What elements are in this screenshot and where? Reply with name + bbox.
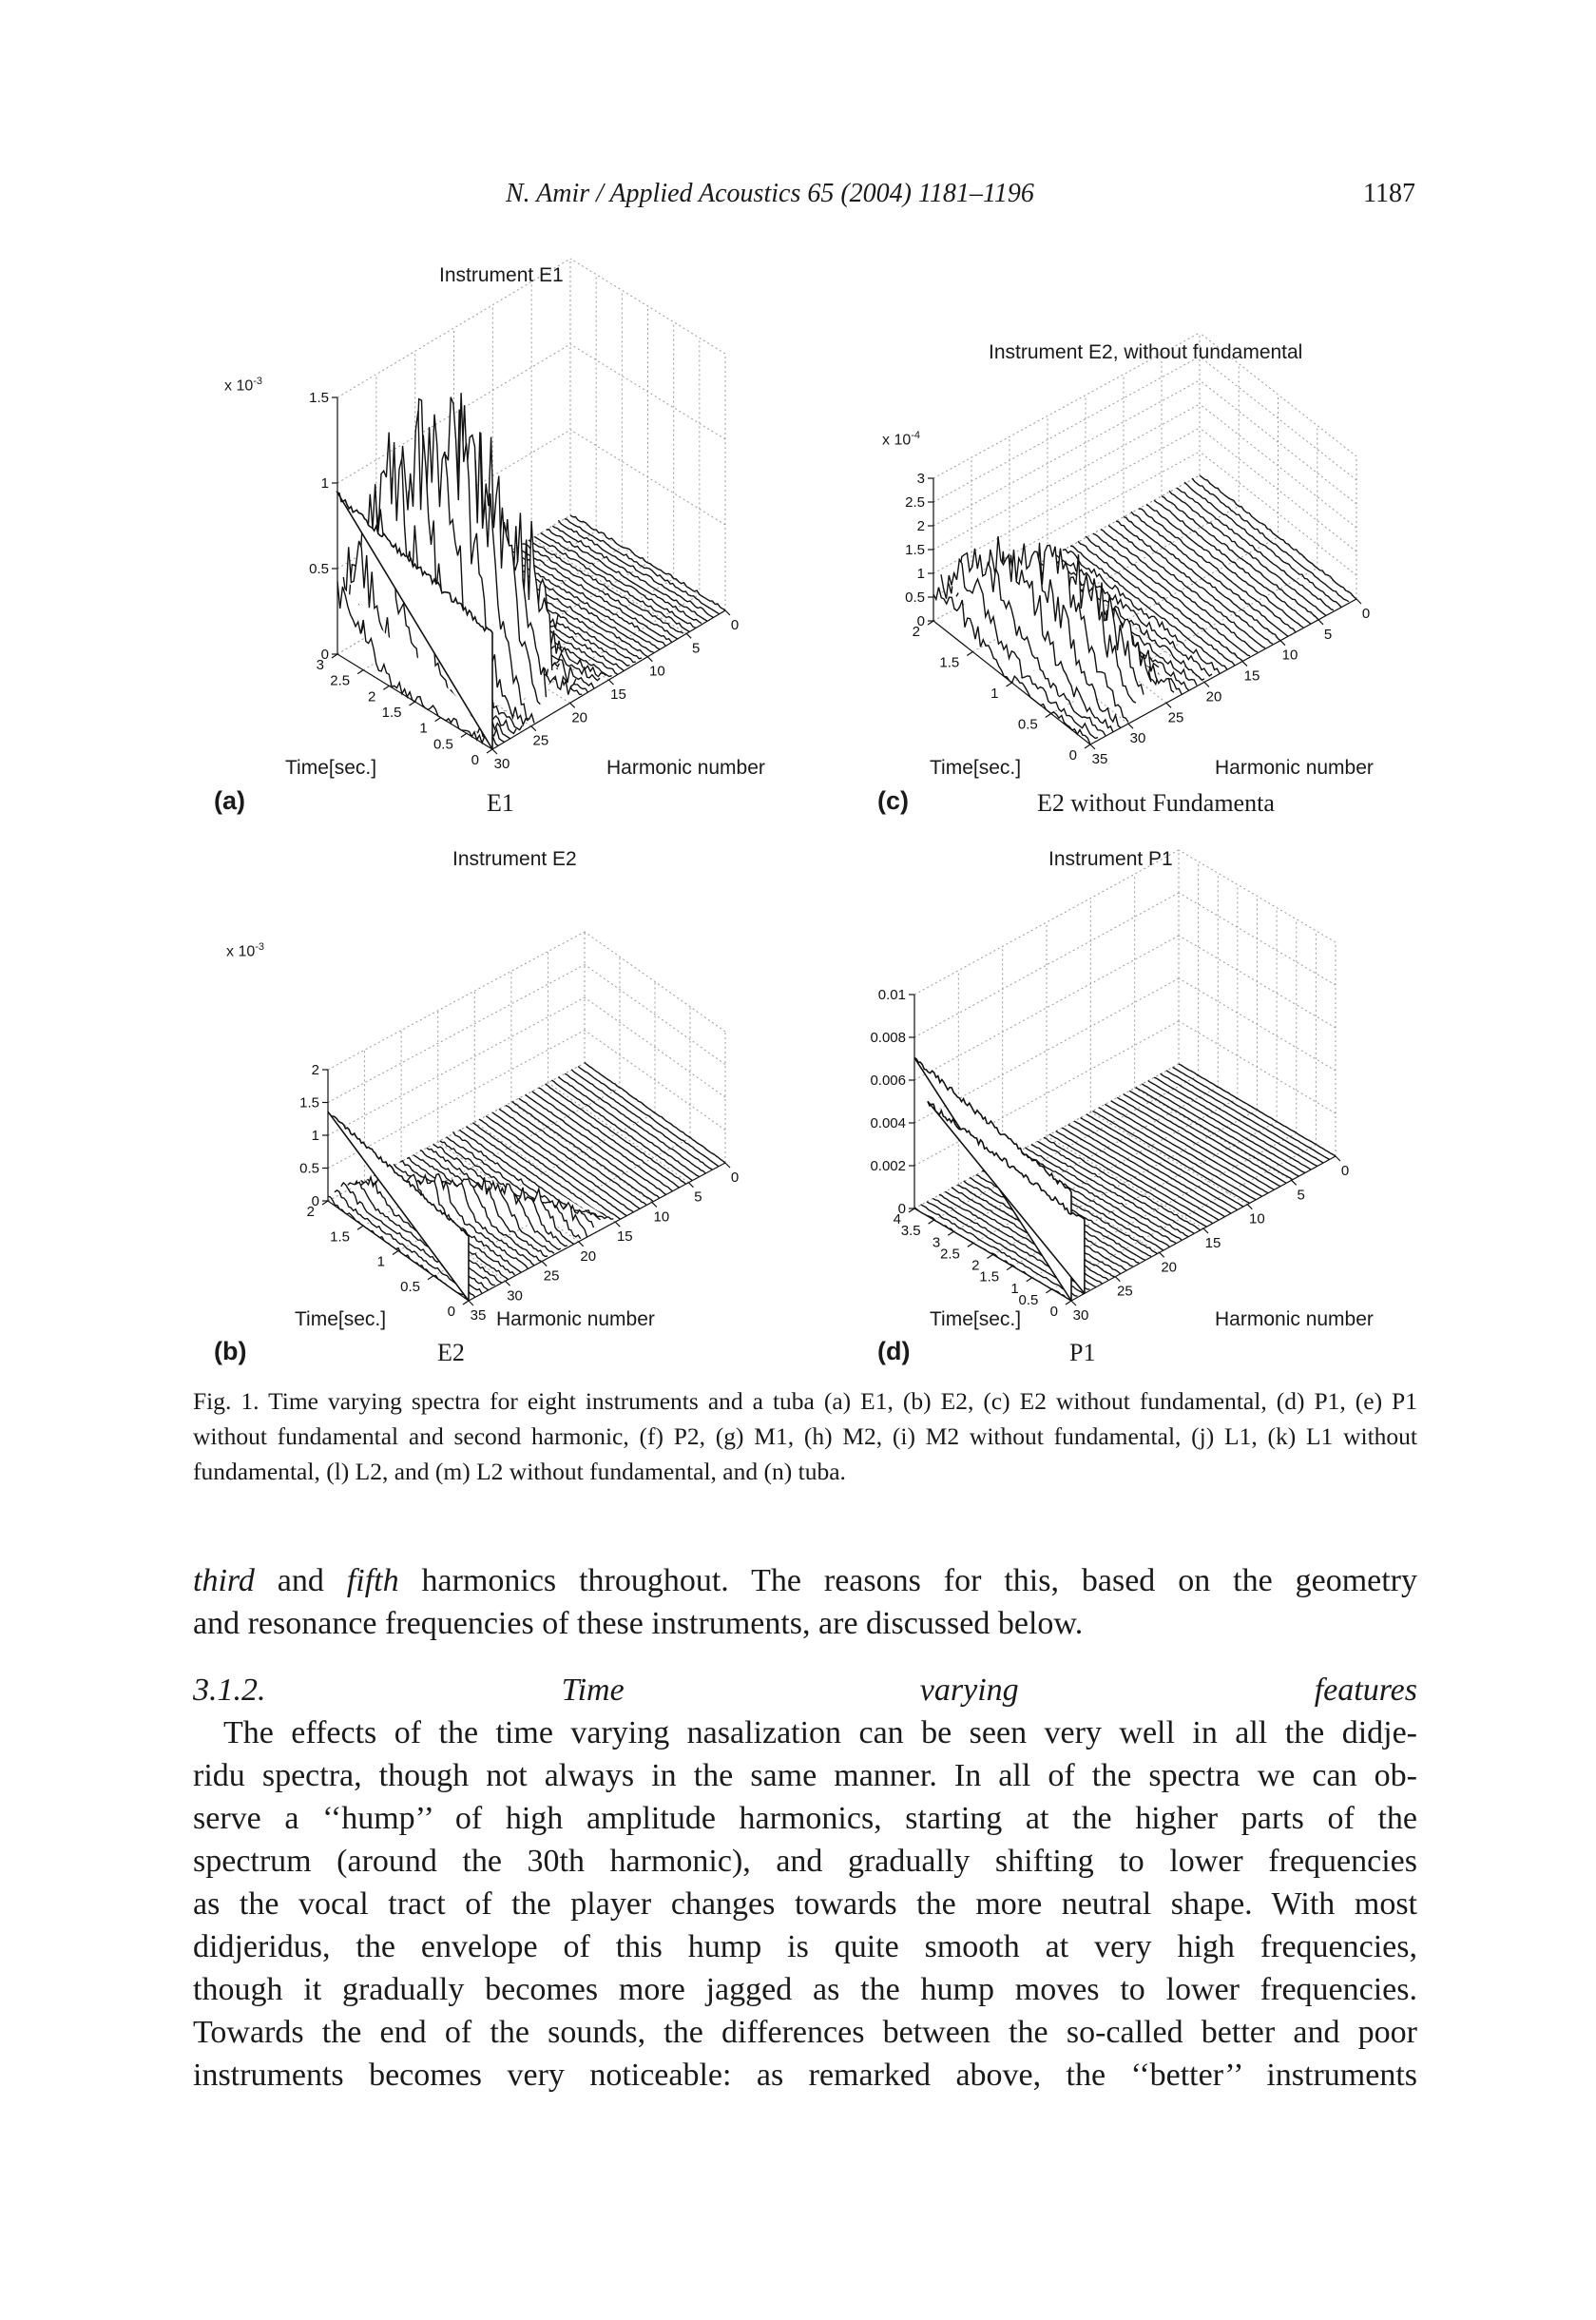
z-tick-label: 1 [320, 475, 329, 492]
z-tick-label: 1 [311, 1128, 319, 1144]
harmonic-tick-label: 35 [470, 1307, 487, 1324]
harmonic-trace [565, 1073, 705, 1173]
harmonic-tick-label: 30 [1072, 1307, 1089, 1324]
harmonic-trace [532, 1092, 673, 1191]
harmonic-trace [1111, 1101, 1268, 1193]
harmonic-tick-label: 20 [571, 709, 588, 726]
figure-panel-b [190, 841, 846, 1369]
harmonic-tick [1292, 1180, 1297, 1185]
harmonic-trace [1081, 1118, 1238, 1210]
harmonic-tick [725, 610, 730, 615]
time-tick [487, 749, 492, 753]
harmonic-trace [1179, 1064, 1336, 1156]
harmonic-trace [1142, 1084, 1298, 1176]
grid-line [328, 997, 585, 1135]
harmonic-tick [1318, 620, 1323, 625]
harmonic-trace [571, 1070, 712, 1170]
grid-line [933, 404, 1200, 550]
z-tick-label: 0.5 [309, 561, 329, 577]
harmonic-tick [531, 726, 536, 731]
harmonic-trace [585, 1063, 725, 1163]
harmonic-trace [539, 1088, 680, 1188]
time-tick-label: 4 [893, 1211, 901, 1228]
time-tick-label: 0.5 [400, 1278, 420, 1295]
harmonic-trace [1099, 1108, 1256, 1200]
harmonic-trace [552, 526, 707, 621]
axis-multiplier: x $10^{-3}$ [226, 941, 265, 960]
text-line: though it gradually becomes more jagged as the hump moves to lower frequencies. [193, 1972, 1417, 2007]
harmonic-tick [506, 1281, 510, 1286]
harmonic-trace [558, 1077, 699, 1177]
spectrum-traces [328, 1063, 725, 1305]
text-line: spectrum (around the 30th harmonic), and gradually shifting to lower frequencies [193, 1844, 1417, 1879]
harmonic-trace [506, 1106, 646, 1206]
time-tick-label: 0.5 [1018, 1291, 1039, 1308]
body-text [193, 1559, 1417, 2097]
z-tick-label: 0.5 [905, 590, 925, 606]
harmonic-tick-label: 15 [1243, 667, 1260, 685]
harmonic-trace [512, 1101, 653, 1201]
z-tick-label: 3 [916, 471, 925, 487]
harmonic-axis-label: Harmonic number [606, 757, 765, 779]
harmonic-trace [1093, 1112, 1250, 1204]
time-tick-label: 3 [316, 657, 324, 673]
harmonic-tick-label: 15 [1204, 1235, 1221, 1251]
harmonic-trace [1136, 1088, 1293, 1180]
harmonic-tick-label: 20 [580, 1247, 597, 1265]
harmonic-tick [1203, 1228, 1208, 1233]
z-tick-label: 1.5 [299, 1094, 319, 1112]
harmonic-trace [1177, 488, 1334, 610]
paragraph-time-varying [193, 1711, 1417, 2097]
harmonic-tick [647, 657, 652, 662]
harmonic-tick [609, 680, 614, 685]
time-tick-label: 2 [306, 1204, 315, 1220]
harmonic-trace [1074, 1121, 1231, 1213]
axis-multiplier: x $10^{-4}$ [882, 430, 921, 449]
time-tick-label: 0 [471, 752, 479, 768]
z-tick-label: 2 [916, 518, 925, 534]
text-line: didjeridus, the envelope of this hump is quite smooth at very high frequencies, [193, 1929, 1417, 1964]
harmonic-tick [1204, 682, 1209, 686]
time-tick [463, 1301, 469, 1305]
harmonic-tick-label: 10 [653, 1208, 670, 1226]
z-tick-label: 1.5 [309, 390, 329, 406]
z-tick-label: 1.5 [905, 542, 925, 558]
harmonic-trace [578, 1067, 719, 1167]
harmonic-trace [558, 520, 713, 617]
time-tick [968, 1243, 973, 1247]
harmonic-tick [686, 633, 691, 638]
panel-subtitle: E1 [487, 789, 514, 817]
harmonic-tick [725, 1163, 730, 1168]
harmonic-tick-label: 25 [1116, 1283, 1133, 1300]
spectrum-plot-a [190, 252, 846, 841]
harmonic-tick [1115, 1277, 1120, 1282]
grid-lines [914, 850, 1336, 1301]
figure-panel-d [846, 841, 1416, 1369]
time-tick [1046, 714, 1051, 718]
time-tick [428, 1276, 433, 1280]
panel-title: Instrument E1 [439, 264, 564, 286]
harmonic-tick-label: 20 [1205, 688, 1222, 706]
harmonic-trace [1192, 478, 1349, 602]
grid-lines [328, 932, 725, 1301]
time-tick [929, 1220, 934, 1224]
panel-label: (c) [877, 786, 909, 815]
z-tick-label: 0.01 [877, 987, 906, 1003]
harmonic-tick [1336, 1156, 1340, 1161]
time-tick-label: 2 [912, 624, 920, 640]
figure-panel-c [846, 323, 1416, 841]
harmonic-trace [541, 533, 696, 628]
harmonic-tick-label: 10 [1281, 647, 1298, 664]
time-tick [1085, 744, 1090, 748]
axes [905, 471, 1370, 767]
harmonic-axis-label: Harmonic number [1215, 1308, 1374, 1330]
time-tick [1007, 683, 1012, 686]
harmonic-tick [688, 1183, 693, 1188]
time-axis-label: Time[sec.] [295, 1308, 387, 1330]
time-tick [410, 702, 415, 706]
z-tick-label: 2.5 [905, 494, 925, 511]
time-tick-label: 1.5 [330, 1228, 350, 1246]
text-line: and resonance frequencies of these instruments, are discussed below. [193, 1606, 1084, 1641]
harmonic-tick-label: 30 [493, 756, 510, 772]
text-line: Towards the end of the sounds, the differences between the so-called better and poor [193, 2015, 1417, 2050]
time-tick-label: 3.5 [900, 1223, 921, 1240]
time-tick-label: 1 [990, 686, 999, 702]
harmonic-tick [542, 1262, 547, 1266]
panel-label: (a) [214, 786, 245, 815]
harmonic-tick [492, 749, 497, 754]
harmonic-tick-label: 10 [1248, 1210, 1265, 1228]
harmonic-tick-label: 15 [616, 1228, 633, 1246]
z-tick-label: 0 [311, 1193, 319, 1209]
panel-title: Instrument E2 [452, 848, 577, 870]
spectrum-traces [933, 475, 1356, 747]
grid-line [933, 357, 1200, 502]
text-line: ridu spectra, though not always in the same manner. In all of the spectra we can ob- [193, 1758, 1417, 1793]
panel-subtitle: E2 [437, 1339, 465, 1366]
harmonic-tick [1247, 1205, 1252, 1209]
time-tick-label: 1 [419, 720, 428, 737]
time-tick-label: 0 [1068, 747, 1077, 764]
harmonic-tick-label: 0 [730, 1170, 740, 1186]
harmonic-trace [1154, 500, 1311, 624]
z-tick-label: 0.5 [299, 1160, 319, 1177]
time-tick-label: 0.5 [1017, 716, 1038, 733]
time-tick-label: 2.5 [330, 672, 351, 689]
section-heading: 3.1.2. Time varying features [193, 1672, 1417, 1708]
harmonic-tick-label: 0 [730, 617, 740, 633]
time-tick-label: 0 [447, 1304, 455, 1320]
harmonic-tick-label: 35 [1091, 751, 1108, 767]
time-tick [1046, 1289, 1051, 1293]
harmonic-trace [1129, 1091, 1286, 1183]
z-tick-label: 1 [916, 566, 925, 582]
paragraph-continuation [193, 1559, 1417, 1645]
harmonic-tick-label: 10 [648, 663, 665, 680]
grid-line [328, 965, 585, 1103]
harmonic-tick [1090, 744, 1095, 749]
time-tick-label: 1 [1010, 1280, 1019, 1297]
time-tick-label: 1.5 [979, 1268, 1000, 1286]
time-tick-label: 2.5 [940, 1246, 960, 1263]
harmonic-trace [1124, 1094, 1280, 1187]
text-line: instruments becomes very noticeable: as remarked above, the ‘‘better’’ instruments [193, 2058, 1417, 2093]
harmonic-tick [469, 1301, 473, 1305]
harmonic-tick-label: 25 [1167, 709, 1184, 726]
text-line: as the vocal tract of the player changes towards the more neutral shape. With most [193, 1886, 1417, 1922]
harmonic-trace [1148, 1081, 1305, 1173]
harmonic-trace [565, 519, 720, 614]
time-tick [988, 1255, 993, 1259]
time-axis-label: Time[sec.] [930, 757, 1022, 779]
time-tick [1027, 1278, 1032, 1282]
harmonic-tick [1242, 662, 1247, 667]
harmonic-trace [546, 1084, 686, 1184]
harmonic-trace [1139, 509, 1296, 632]
harmonic-tick-label: 0 [1361, 606, 1371, 622]
harmonic-tick [615, 1222, 620, 1227]
harmonic-tick-label: 25 [532, 732, 549, 749]
harmonic-trace [1068, 1125, 1225, 1217]
harmonic-tick-label: 5 [1323, 626, 1333, 643]
harmonic-tick [652, 1202, 657, 1207]
time-tick-label: 2 [971, 1257, 980, 1274]
text-line: serve a ‘‘hump’’ of high amplitude harmonics, starting at the higher parts of the [193, 1801, 1417, 1836]
running-head [0, 179, 1596, 217]
time-tick-label: 0 [1049, 1304, 1058, 1320]
harmonic-tick-label: 20 [1161, 1259, 1178, 1276]
z-tick-label: 0.006 [870, 1073, 906, 1089]
time-tick [1066, 1301, 1071, 1305]
time-tick [383, 686, 389, 689]
harmonic-trace [1108, 526, 1265, 648]
panel-subtitle: P1 [1069, 1339, 1096, 1366]
time-tick-label: 1 [376, 1253, 385, 1270]
harmonic-tick [1166, 703, 1171, 707]
time-axis-label: Time[sec.] [285, 757, 377, 779]
harmonic-tick [1356, 599, 1361, 604]
panel-label: (d) [877, 1337, 911, 1365]
text-line: third and fifth harmonics throughout. The reasons for this, based on the geometry [193, 1563, 1417, 1598]
time-tick [393, 1251, 398, 1255]
harmonic-trace [1166, 1071, 1323, 1163]
harmonic-axis-label: Harmonic number [1215, 757, 1374, 779]
time-tick [357, 1226, 363, 1229]
harmonic-tick-label: 5 [1297, 1187, 1305, 1204]
time-tick [357, 670, 363, 674]
harmonic-tick-label: 25 [543, 1267, 560, 1285]
time-tick [1007, 1266, 1012, 1270]
figure-panel-a [190, 252, 846, 841]
panel-title: Instrument P1 [1048, 848, 1173, 870]
grid-lines [933, 333, 1356, 747]
time-tick [435, 718, 441, 722]
harmonic-tick-label: 30 [507, 1287, 523, 1305]
panel-title: Instrument E2, without fundamental [989, 341, 1303, 363]
time-tick [948, 1231, 953, 1235]
time-tick-label: 0.5 [433, 736, 453, 753]
grid-line [1135, 1088, 1292, 1180]
harmonic-tick-label: 5 [694, 1189, 702, 1206]
text-line: The effects of the time varying nasalization can be seen very well in all the didje- [223, 1715, 1417, 1750]
harmonic-trace [1154, 1077, 1311, 1170]
z-tick-label: 0.004 [870, 1115, 906, 1131]
z-tick-label: 0.002 [870, 1158, 906, 1174]
time-tick-label: 2 [367, 688, 376, 706]
harmonic-trace [1086, 1114, 1243, 1207]
panel-label: (b) [214, 1337, 247, 1365]
axis-multiplier: x $10^{-3}$ [224, 376, 263, 395]
harmonic-tick [1071, 1301, 1076, 1305]
time-tick-label: 1.5 [381, 705, 402, 721]
time-tick-label: 1.5 [939, 654, 960, 671]
harmonic-trace [1117, 1097, 1274, 1189]
time-axis-label: Time[sec.] [930, 1308, 1022, 1330]
z-tick-label: 0 [897, 1201, 906, 1217]
harmonic-tick [1160, 1252, 1164, 1257]
harmonic-tick [579, 1242, 584, 1247]
panel-subtitle: E2 without Fundamenta [1037, 789, 1275, 817]
harmonic-trace [551, 1080, 692, 1181]
time-tick-label: 3 [932, 1234, 941, 1251]
z-tick-label: 0 [916, 613, 925, 629]
spectrum-plot-b [190, 841, 846, 1369]
time-tick [461, 733, 467, 737]
harmonic-trace [1056, 1131, 1213, 1224]
z-tick-label: 0 [320, 647, 329, 663]
harmonic-tick-label: 0 [1340, 1163, 1350, 1179]
harmonic-tick [1128, 724, 1133, 728]
harmonic-tick-label: 5 [691, 640, 701, 657]
spectrum-plot-d [846, 841, 1416, 1369]
z-tick-label: 2 [311, 1062, 319, 1078]
harmonic-trace [1161, 1073, 1317, 1166]
harmonic-trace [1124, 517, 1280, 641]
harmonic-trace [1105, 1104, 1261, 1196]
grid-line [328, 932, 585, 1070]
harmonic-tick-label: 15 [610, 686, 626, 703]
harmonic-axis-label: Harmonic number [496, 1308, 655, 1330]
time-tick [967, 652, 972, 656]
figure-caption: Fig. 1. Time varying spectra for eight instruments and a tuba (a) E1, (b) E2, (c) E2 without fundamental, (d) P1, (e) P1 without fundamental and second harmonic, (f) P2, (g) M1, (h) M2, (i) M2 without fundamental, (j) L1, (k) L1 without fundamental, (l) L2, and (m) L2 without fundamental, and (n) tuba. [193, 1387, 1417, 1485]
page-number: 1187 [1363, 179, 1415, 208]
harmonic-trace [1146, 505, 1303, 628]
harmonic-tick-label: 30 [1129, 730, 1146, 747]
harmonic-tick [570, 703, 575, 707]
journal-citation: N. Amir / Applied Acoustics 65 (2004) 1181–1196 [506, 179, 1034, 208]
z-tick-label: 0.008 [870, 1030, 906, 1046]
harmonic-tick [1280, 641, 1285, 646]
harmonic-trace [1173, 1068, 1330, 1160]
